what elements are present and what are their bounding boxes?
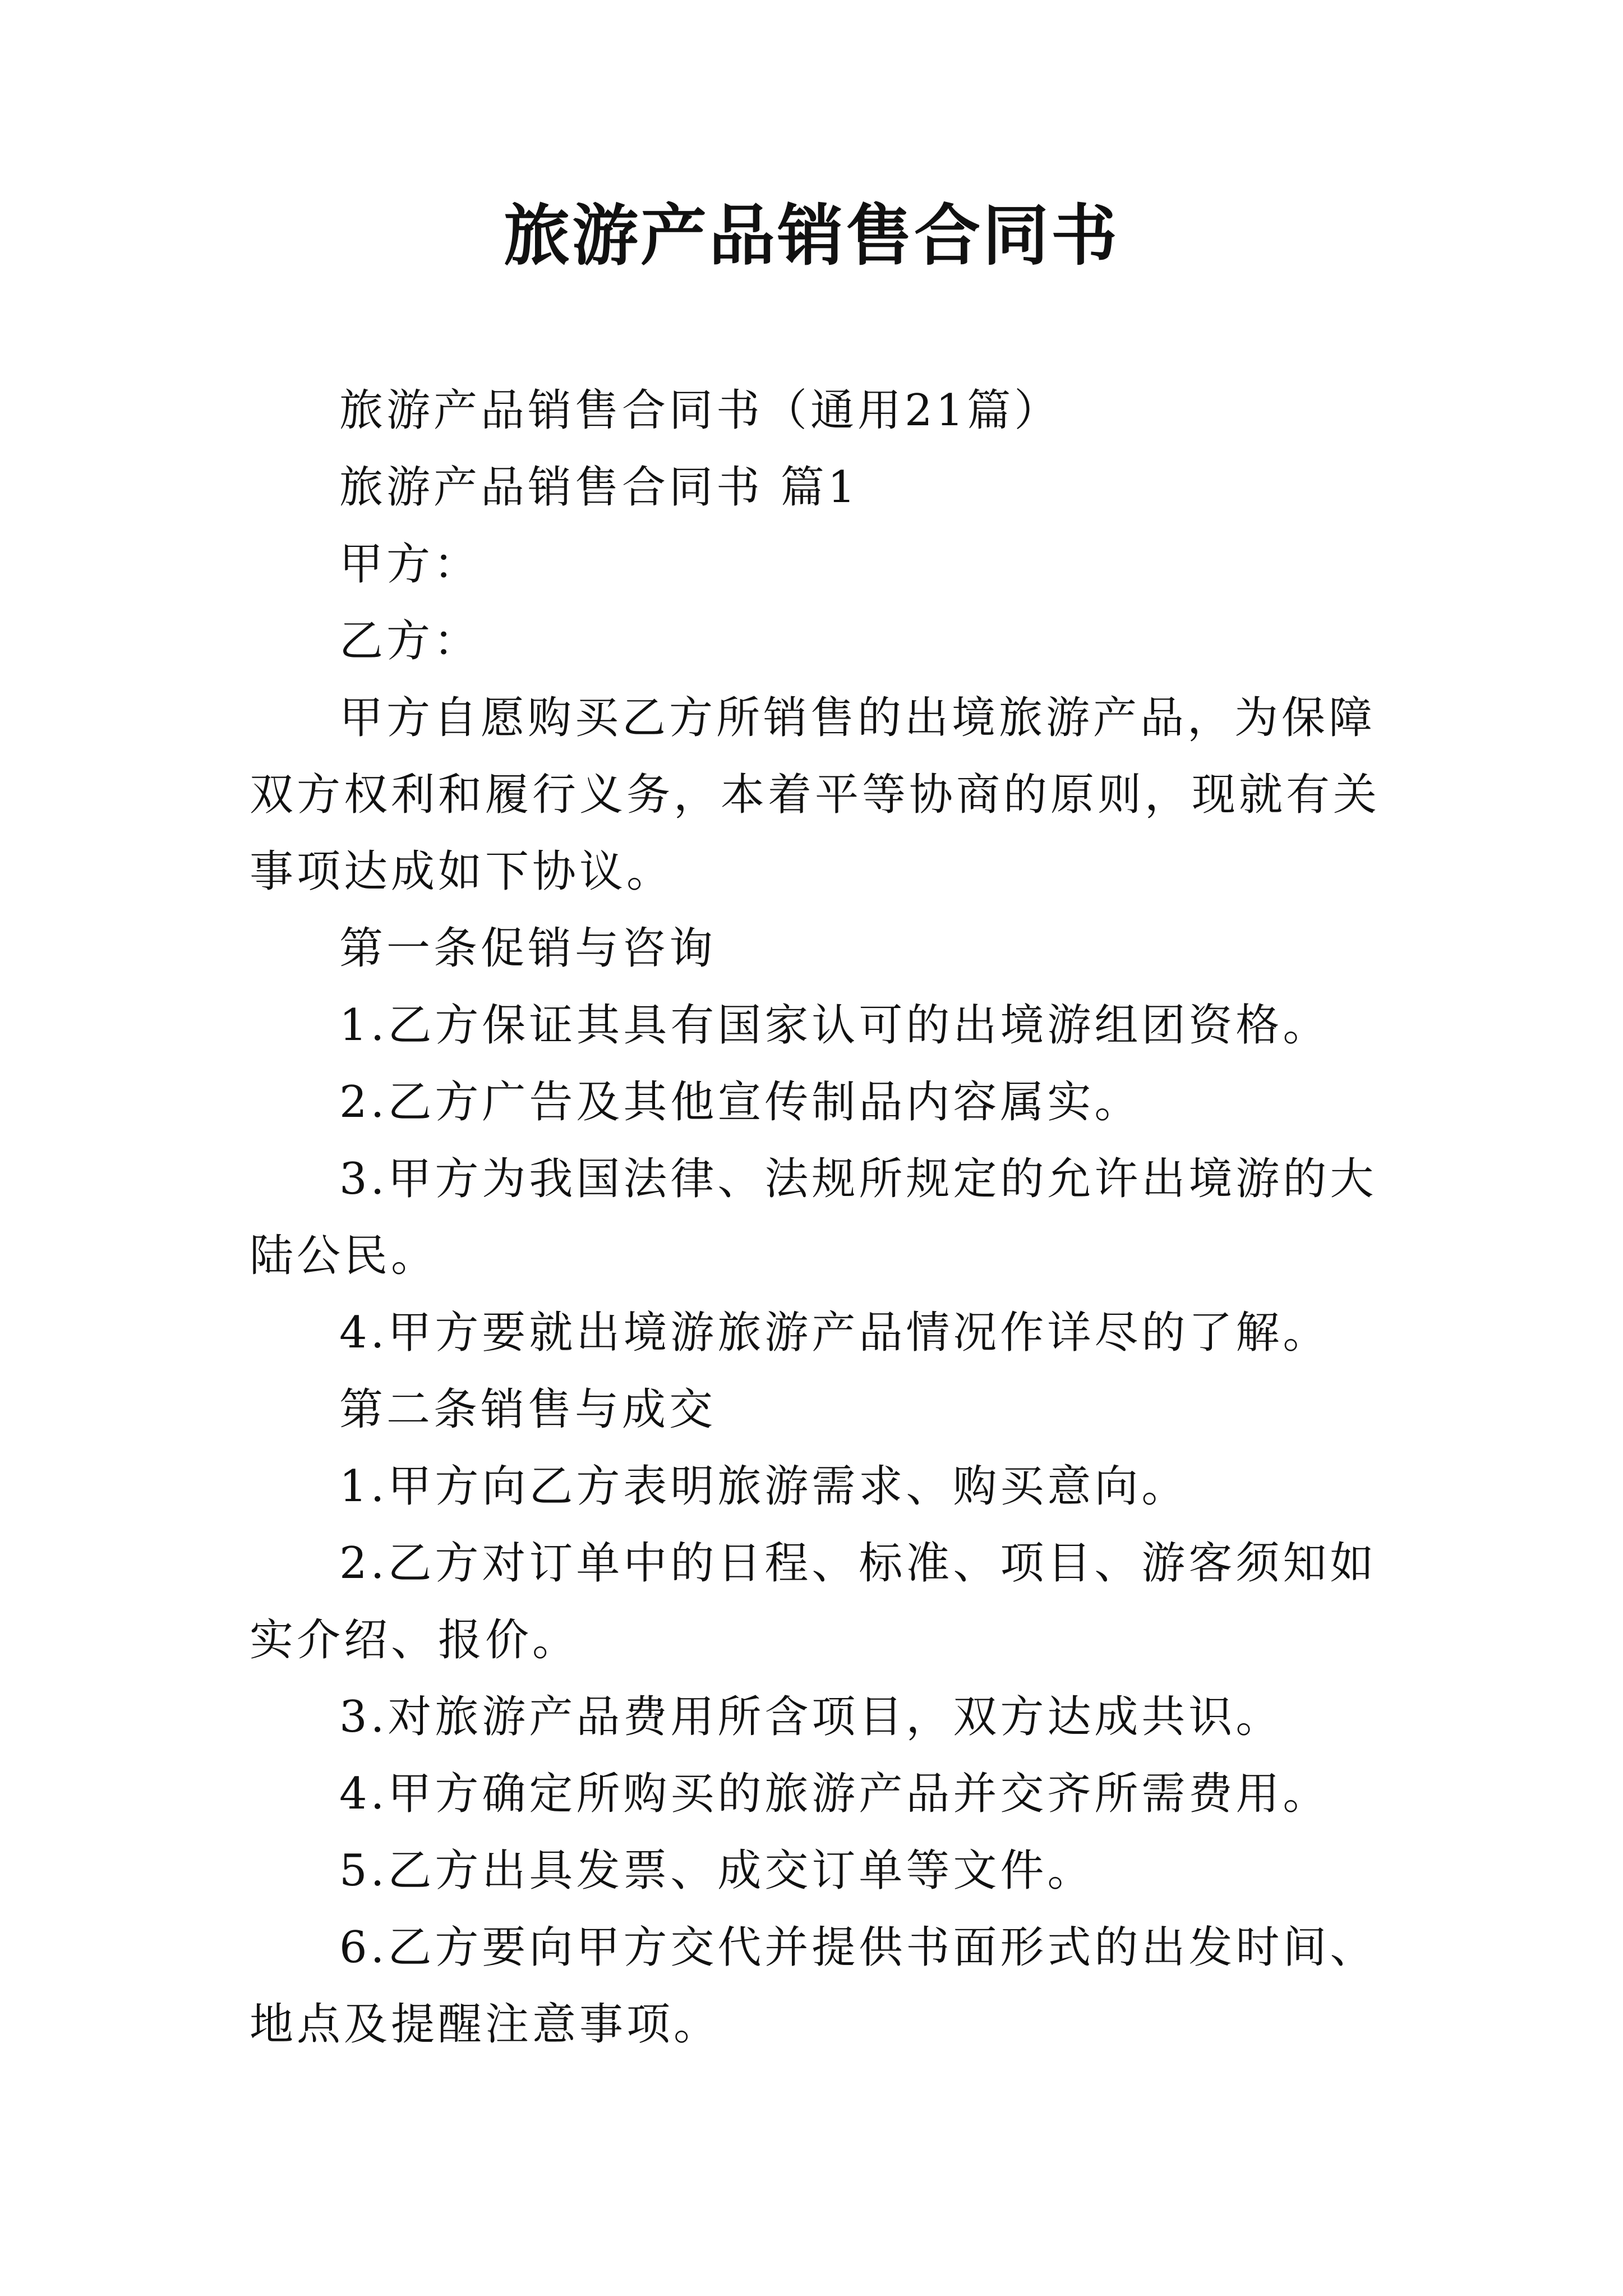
- section-heading: 旅游产品销售合同书 篇1: [339, 462, 859, 513]
- article-heading: 第二条销售与成交: [339, 1384, 717, 1435]
- clause-paragraph: 3.甲方为我国法律、法规所规定的允许出境游的大陆公民。: [250, 1154, 1377, 1281]
- clause-paragraph: 2.乙方广告及其他宣传制品内容属实。: [339, 1077, 1142, 1128]
- clause-paragraph: 6.乙方要向甲方交代并提供书面形式的出发时间、地点及提醒注意事项。: [250, 1922, 1377, 2050]
- article-heading: 第一条促销与咨询: [339, 923, 717, 974]
- clause-paragraph: 2.乙方对订单中的日程、标准、项目、游客须知如实介绍、报价。: [250, 1538, 1377, 1665]
- subtitle-line: 旅游产品销售合同书（通用21篇）: [339, 385, 1062, 436]
- document-body: [250, 372, 1388, 2063]
- clause-paragraph: 1.乙方保证其具有国家认可的出境游组团资格。: [339, 1000, 1330, 1051]
- party-a-line: 甲方：: [339, 539, 481, 590]
- party-b-line: 乙方：: [339, 616, 481, 666]
- clause-paragraph: 1.甲方向乙方表明旅游需求、购买意向。: [339, 1461, 1189, 1512]
- clause-paragraph: 5.乙方出具发票、成交订单等文件。: [339, 1846, 1095, 1896]
- clause-paragraph: 4.甲方确定所购买的旅游产品并交齐所需费用。: [339, 1769, 1330, 1819]
- document-title: 旅游产品销售合同书: [503, 196, 1119, 274]
- intro-paragraph: 甲方自愿购买乙方所销售的出境旅游产品，为保障双方权利和履行义务，本着平等协商的原则，现就有关事项达成如下协议。: [250, 693, 1381, 897]
- clause-paragraph: 3.对旅游产品费用所含项目，双方达成共识。: [339, 1692, 1283, 1742]
- clause-paragraph: 4.甲方要就出境游旅游产品情况作详尽的了解。: [339, 1308, 1330, 1358]
